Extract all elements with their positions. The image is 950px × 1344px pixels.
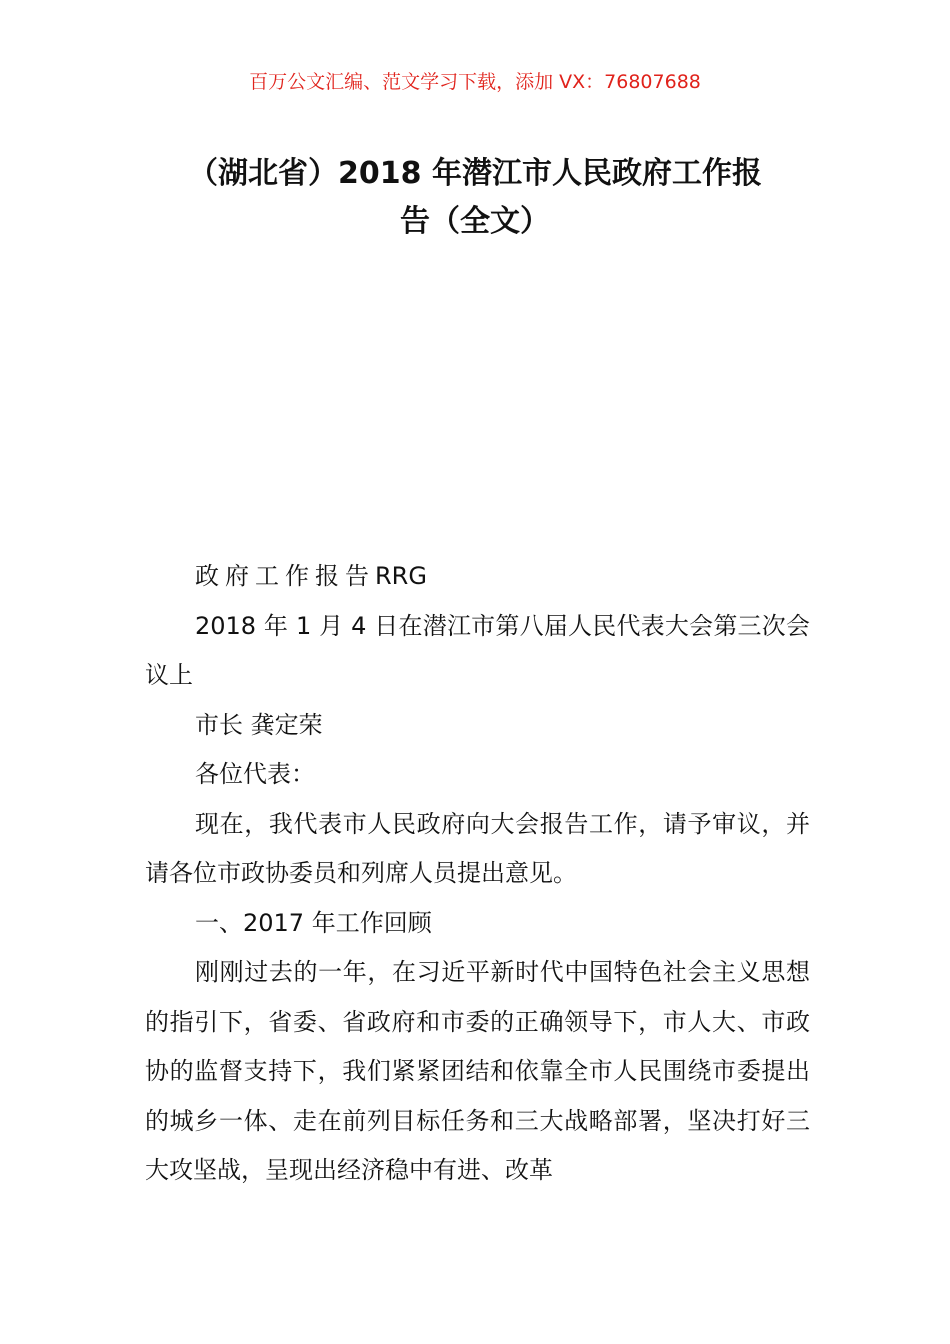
- promo-header: 百万公文汇编、范文学习下载，添加 VX：76807688: [249, 71, 701, 93]
- section-heading: 一、2017 年工作回顾: [195, 908, 432, 937]
- title-line-2: 告（全文）: [400, 204, 550, 239]
- title-line-1: （湖北省）2018 年潜江市人民政府工作报: [188, 156, 762, 191]
- report-label-text: 政府工作报告: [195, 562, 375, 590]
- speaker-line: 市长 龚定荣: [195, 710, 323, 739]
- report-label: [145, 552, 810, 602]
- intro-paragraph: 现在，我代表市人民政府向大会报告工作，请予审议，并请各位市政协委员和列席人员提出意见。: [145, 809, 810, 887]
- document-body: [145, 552, 810, 1196]
- section-paragraph: 刚刚过去的一年，在习近平新时代中国特色社会主义思想的指引下，省委、省政府和市委的正确领导下，市人大、市政协的监督支持下，我们紧紧团结和依靠全市人民围绕市委提出的城乡一体、走在前列目标任务和三大战略部署，坚决打好三大攻坚战，呈现出经济稳中有进、改革: [145, 958, 810, 1184]
- salutation: 各位代表：: [195, 760, 315, 788]
- report-label-suffix: RRG: [375, 562, 427, 590]
- meeting-line: 2018 年 1 月 4 日在潜江市第八届人民代表大会第三次会议上: [145, 611, 810, 689]
- document-title: [0, 150, 950, 246]
